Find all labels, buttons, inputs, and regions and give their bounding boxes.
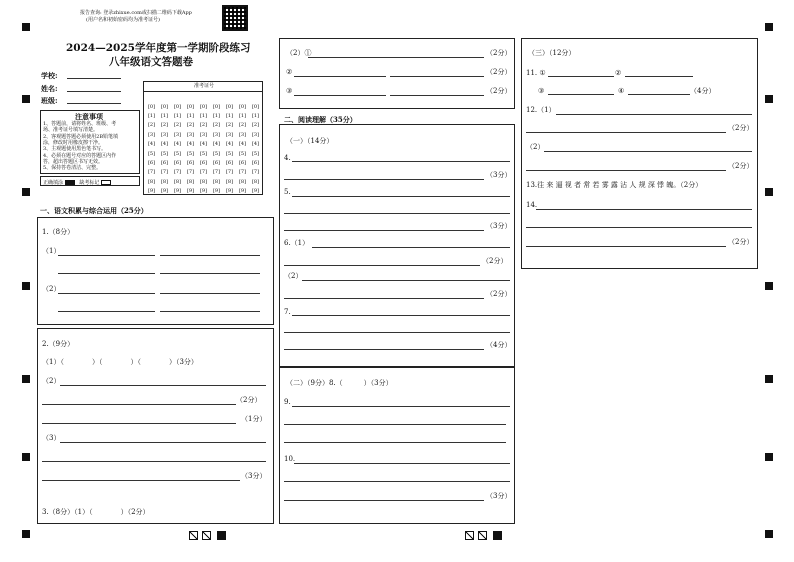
id-digit-bubble[interactable]: [7]: [199, 169, 208, 176]
score-label: （2分）: [486, 68, 512, 76]
id-digit-bubble[interactable]: [4]: [199, 141, 208, 148]
answer-line[interactable]: [284, 179, 484, 180]
page-marker: [217, 531, 226, 540]
id-digit-bubble[interactable]: [3]: [147, 131, 156, 138]
id-digit-bubble[interactable]: [4]: [186, 141, 195, 148]
id-digit-bubble[interactable]: [2]: [173, 122, 182, 129]
id-digit-bubble[interactable]: [1]: [147, 113, 156, 120]
registration-mark: [22, 23, 30, 31]
notes-line: 涂，修改时用橡皮擦干净。: [43, 139, 104, 146]
registration-mark: [765, 282, 773, 290]
legend-box: [40, 176, 140, 186]
id-digit-bubble[interactable]: [5]: [160, 150, 169, 157]
q12-part1-label: 12.（1）: [526, 106, 556, 114]
id-digit-bubble[interactable]: [3]: [212, 131, 221, 138]
registration-mark: [765, 23, 773, 31]
q1-part1-label: （1）: [42, 247, 61, 255]
id-digit-bubble[interactable]: [2]: [199, 122, 208, 129]
id-digit-bubble[interactable]: [1]: [186, 113, 195, 120]
q6-part2-score: （2分）: [486, 290, 512, 298]
id-digit-bubble[interactable]: [7]: [212, 169, 221, 176]
id-digit-bubble[interactable]: [2]: [251, 122, 260, 129]
answer-line[interactable]: [312, 247, 510, 248]
notes-box: [40, 110, 140, 174]
answer-line[interactable]: [308, 57, 484, 58]
id-digit-bubble[interactable]: [9]: [173, 188, 182, 195]
id-digit-bubble[interactable]: [2]: [238, 122, 247, 129]
q12-part2-label: （2）: [526, 143, 545, 151]
answer-line[interactable]: [294, 463, 510, 464]
exam-id-label: 准考证号: [194, 83, 215, 89]
id-digit-bubble[interactable]: [9]: [212, 188, 221, 195]
id-digit-bubble[interactable]: [0]: [238, 103, 247, 110]
q2-2-item3: ③: [286, 87, 293, 95]
answer-line[interactable]: [544, 151, 752, 152]
id-digit-bubble[interactable]: [7]: [225, 169, 234, 176]
id-digit-bubble[interactable]: [3]: [186, 131, 195, 138]
answer-line[interactable]: [292, 196, 510, 197]
id-digit-bubble[interactable]: [9]: [251, 188, 260, 195]
q11-item1: 11. ①: [526, 69, 546, 77]
answer-line[interactable]: [294, 76, 386, 77]
id-digit-bubble[interactable]: [8]: [186, 178, 195, 185]
id-digit-bubble[interactable]: [7]: [147, 169, 156, 176]
id-digit-bubble[interactable]: [5]: [251, 150, 260, 157]
id-digit-bubble[interactable]: [6]: [147, 160, 156, 167]
id-digit-bubble[interactable]: [5]: [225, 150, 234, 157]
id-digit-bubble[interactable]: [8]: [225, 178, 234, 185]
q13-label: 13.往 来 逼 视 者 常 若 雾 露 沾 人 规 深 悸 魄。（2分）: [526, 181, 703, 189]
id-digit-bubble[interactable]: [5]: [173, 150, 182, 157]
id-digit-bubble[interactable]: [6]: [186, 160, 195, 167]
q2-part2-score: （2分）: [236, 396, 262, 404]
id-digit-bubble[interactable]: [2]: [186, 122, 195, 129]
id-digit-bubble[interactable]: [6]: [238, 160, 247, 167]
class-label: 班级:: [41, 96, 58, 105]
answer-line[interactable]: [58, 293, 155, 294]
id-digit-bubble[interactable]: [4]: [225, 141, 234, 148]
q4-score: （3分）: [486, 171, 512, 179]
q2-2-item1: （2）①: [286, 49, 312, 57]
id-digit-bubble[interactable]: [2]: [212, 122, 221, 129]
id-digit-bubble[interactable]: [5]: [238, 150, 247, 157]
q2-continued-area[interactable]: [279, 38, 515, 109]
answer-line[interactable]: [284, 298, 484, 299]
q11-item2: ②: [615, 69, 622, 77]
id-digit-bubble[interactable]: [3]: [160, 131, 169, 138]
q10-label: 10.: [284, 455, 296, 463]
answer-line[interactable]: [60, 385, 266, 386]
q6-part2-label: （2）: [284, 272, 303, 280]
id-digit-bubble[interactable]: [3]: [251, 131, 260, 138]
id-digit-bubble[interactable]: [8]: [251, 178, 260, 185]
notes-line: 5、保持答卷清洁、完整。: [43, 165, 102, 172]
reading2-area[interactable]: [279, 367, 515, 524]
id-digit-bubble[interactable]: [2]: [160, 122, 169, 129]
id-digit-bubble[interactable]: [1]: [160, 113, 169, 120]
id-digit-bubble[interactable]: [1]: [199, 113, 208, 120]
id-digit-bubble[interactable]: [4]: [160, 141, 169, 148]
q2-part3-score: （3分）: [241, 472, 267, 480]
id-digit-bubble[interactable]: [8]: [173, 178, 182, 185]
answer-line[interactable]: [42, 404, 236, 405]
id-digit-bubble[interactable]: [5]: [147, 150, 156, 157]
id-digit-bubble[interactable]: [4]: [212, 141, 221, 148]
id-digit-bubble[interactable]: [7]: [251, 169, 260, 176]
answer-line[interactable]: [536, 209, 752, 210]
school-field[interactable]: [67, 78, 121, 79]
id-digit-bubble[interactable]: [7]: [238, 169, 247, 176]
id-digit-bubble[interactable]: [4]: [173, 141, 182, 148]
q6-part1-score: （2分）: [482, 257, 508, 265]
part2-label: （二）（9分）8.（ ）（3分）: [286, 379, 393, 387]
q14-label: 14.: [526, 201, 538, 209]
answer-line[interactable]: [526, 227, 752, 228]
answer-line[interactable]: [284, 332, 510, 333]
answer-line[interactable]: [294, 95, 386, 96]
answer-line[interactable]: [58, 255, 155, 256]
registration-mark: [765, 375, 773, 383]
registration-mark: [22, 530, 30, 538]
q5-label: 5.: [284, 188, 291, 196]
name-field[interactable]: [67, 91, 121, 92]
id-digit-bubble[interactable]: [0]: [160, 103, 169, 110]
id-digit-bubble[interactable]: [5]: [186, 150, 195, 157]
page-marker: [493, 531, 502, 540]
id-digit-bubble[interactable]: [1]: [173, 113, 182, 120]
answer-line[interactable]: [284, 442, 506, 443]
notes-line: 1、答题前，请将姓名、班级、考: [43, 121, 117, 127]
registration-mark: [22, 375, 30, 383]
q10-score: （3分）: [486, 492, 512, 500]
q1-area[interactable]: [37, 217, 274, 325]
id-digit-bubble[interactable]: [8]: [212, 178, 221, 185]
id-digit-bubble[interactable]: [1]: [212, 113, 221, 120]
answer-line[interactable]: [160, 273, 260, 274]
id-digit-bubble[interactable]: [1]: [238, 113, 247, 120]
answer-line[interactable]: [302, 280, 510, 281]
id-digit-bubble[interactable]: [0]: [199, 103, 208, 110]
answer-line[interactable]: [58, 311, 155, 312]
id-digit-bubble[interactable]: [0]: [225, 103, 234, 110]
legend-absent-label: 缺考标记: [79, 180, 100, 186]
id-digit-bubble[interactable]: [7]: [173, 169, 182, 176]
q14-score: （2分）: [728, 238, 754, 246]
q2-part2-score2: （1分）: [241, 415, 267, 423]
name-label: 姓名:: [41, 84, 58, 93]
id-digit-bubble[interactable]: [9]: [186, 188, 195, 195]
q9-label: 9.: [284, 398, 291, 406]
id-digit-bubble[interactable]: [4]: [147, 141, 156, 148]
id-digit-bubble[interactable]: [2]: [147, 122, 156, 129]
answer-line[interactable]: [42, 423, 236, 424]
answer-line[interactable]: [60, 442, 266, 443]
answer-line[interactable]: [628, 94, 690, 95]
registration-mark: [22, 282, 30, 290]
legend-correct-label: 正确填涂: [43, 180, 64, 186]
notes-title: 注意事项: [75, 112, 103, 121]
q2-part2-label: （2）: [42, 377, 61, 385]
q2-label: 2.（9分）: [42, 340, 75, 348]
answer-line[interactable]: [58, 273, 155, 274]
q1-part2-label: （2）: [42, 285, 61, 293]
answer-line[interactable]: [284, 230, 484, 231]
report-notice-sub: (用户名和初始密码均为准考证号): [86, 17, 160, 23]
answer-line[interactable]: [292, 406, 510, 407]
id-digit-bubble[interactable]: [4]: [251, 141, 260, 148]
q12-part2-score: （2分）: [728, 162, 754, 170]
answer-line[interactable]: [42, 480, 240, 481]
q11-score: （4分）: [690, 87, 716, 95]
answer-line[interactable]: [292, 161, 510, 162]
q2-part3-label: （3）: [42, 434, 61, 442]
registration-mark: [765, 453, 773, 461]
notes-line: 场、准考证号填写清楚。: [43, 127, 99, 134]
answer-line[interactable]: [160, 311, 260, 312]
answer-line[interactable]: [390, 76, 484, 77]
answer-line[interactable]: [548, 94, 614, 95]
id-digit-bubble[interactable]: [0]: [251, 103, 260, 110]
q1-label: 1.（8分）: [42, 228, 75, 236]
id-digit-bubble[interactable]: [6]: [173, 160, 182, 167]
answer-line[interactable]: [526, 132, 726, 133]
q2-area[interactable]: [37, 328, 274, 524]
q4-label: 4.: [284, 154, 291, 162]
answer-line[interactable]: [284, 213, 510, 214]
registration-mark: [22, 188, 30, 196]
q6-part1-label: 6.（1）: [284, 239, 310, 247]
page-marker: [202, 531, 211, 540]
q7-label: 7.: [284, 308, 291, 316]
id-digit-bubble[interactable]: [1]: [251, 113, 260, 120]
answer-line[interactable]: [526, 170, 726, 171]
id-digit-bubble[interactable]: [6]: [225, 160, 234, 167]
id-digit-bubble[interactable]: [0]: [147, 103, 156, 110]
id-digit-bubble[interactable]: [5]: [212, 150, 221, 157]
id-digit-bubble[interactable]: [8]: [147, 178, 156, 185]
page-marker: [189, 531, 198, 540]
exam-title: 2024—2025学年度第一学期阶段练习: [66, 42, 251, 54]
id-digit-bubble[interactable]: [7]: [160, 169, 169, 176]
section1-title: 一、语文积累与综合运用（25分）: [40, 206, 148, 215]
notes-line: 4、必须在题号对应的答题区内作: [43, 152, 117, 159]
class-field[interactable]: [67, 103, 121, 104]
report-notice: 报告查询: 登录zhixue.com或扫描二维码下载App: [80, 10, 192, 16]
absent-checkbox[interactable]: [101, 180, 111, 185]
registration-mark: [22, 453, 30, 461]
answer-line[interactable]: [556, 114, 752, 115]
part1-label: （一）（14分）: [286, 137, 334, 145]
q7-score: （4分）: [486, 341, 512, 349]
id-digit-bubble[interactable]: [4]: [238, 141, 247, 148]
id-digit-bubble[interactable]: [9]: [238, 188, 247, 195]
q11-item4: ④: [618, 87, 625, 95]
id-digit-bubble[interactable]: [2]: [225, 122, 234, 129]
registration-mark: [765, 95, 773, 103]
notes-line: 3、主观题使用黑色笔书写。: [43, 146, 107, 153]
answer-line[interactable]: [625, 76, 693, 77]
score-label: （2分）: [486, 49, 512, 57]
id-digit-bubble[interactable]: [8]: [238, 178, 247, 185]
id-digit-bubble[interactable]: [3]: [199, 131, 208, 138]
section2-title: 二、阅读理解（35分）: [284, 115, 357, 124]
answer-line[interactable]: [42, 461, 266, 462]
registration-mark: [765, 530, 773, 538]
qr-code-icon: [222, 5, 248, 31]
answer-line[interactable]: [292, 315, 510, 316]
id-digit-bubble[interactable]: [0]: [173, 103, 182, 110]
id-digit-bubble[interactable]: [9]: [160, 188, 169, 195]
id-digit-bubble[interactable]: [9]: [199, 188, 208, 195]
registration-mark: [22, 95, 30, 103]
notes-line: 2、客观题答题必须使用2B铅笔填: [43, 133, 119, 140]
answer-line[interactable]: [284, 481, 510, 482]
exam-id-grid[interactable]: [145, 102, 262, 196]
registration-mark: [765, 188, 773, 196]
answer-line[interactable]: [526, 246, 726, 247]
id-digit-bubble[interactable]: [8]: [199, 178, 208, 185]
id-digit-bubble[interactable]: [1]: [225, 113, 234, 120]
id-digit-bubble[interactable]: [9]: [225, 188, 234, 195]
notes-line: 答，超出答题区书写无效。: [43, 158, 104, 165]
page-marker: [465, 531, 474, 540]
school-label: 学校:: [41, 71, 58, 80]
answer-line[interactable]: [160, 255, 260, 256]
q2-part1: （1）（ ）（ ）（ ）（3分）: [42, 358, 198, 366]
id-digit-bubble[interactable]: [3]: [238, 131, 247, 138]
q5-score: （3分）: [486, 222, 512, 230]
id-digit-bubble[interactable]: [6]: [251, 160, 260, 167]
answer-line[interactable]: [284, 500, 484, 501]
score-label: （2分）: [486, 87, 512, 95]
filled-mark-icon: [65, 180, 75, 185]
id-digit-bubble[interactable]: [0]: [186, 103, 195, 110]
id-digit-bubble[interactable]: [3]: [173, 131, 182, 138]
id-digit-bubble[interactable]: [0]: [212, 103, 221, 110]
id-digit-bubble[interactable]: [9]: [147, 188, 156, 195]
reading3-area[interactable]: [521, 38, 758, 269]
answer-line[interactable]: [160, 293, 260, 294]
id-digit-bubble[interactable]: [7]: [186, 169, 195, 176]
q12-part1-score: （2分）: [728, 124, 754, 132]
id-digit-bubble[interactable]: [3]: [225, 131, 234, 138]
id-digit-bubble[interactable]: [6]: [160, 160, 169, 167]
q2-2-item2: ②: [286, 68, 293, 76]
id-digit-bubble[interactable]: [6]: [199, 160, 208, 167]
q11-item3: ③: [538, 87, 545, 95]
reading1-area[interactable]: [279, 124, 515, 367]
page-marker: [478, 531, 487, 540]
answer-line[interactable]: [284, 349, 484, 350]
sheet-title: 八年级语文答题卷: [109, 56, 193, 68]
id-digit-bubble[interactable]: [8]: [160, 178, 169, 185]
part3-label: （三）（12分）: [528, 49, 576, 57]
answer-line[interactable]: [390, 95, 484, 96]
answer-line[interactable]: [548, 76, 614, 77]
q3-label: 3.（8分）（1）（ ）（2分）: [42, 508, 150, 516]
exam-id-box: [143, 81, 263, 195]
answer-line[interactable]: [284, 265, 480, 266]
answer-line[interactable]: [284, 424, 506, 425]
id-digit-bubble[interactable]: [5]: [199, 150, 208, 157]
id-digit-bubble[interactable]: [6]: [212, 160, 221, 167]
